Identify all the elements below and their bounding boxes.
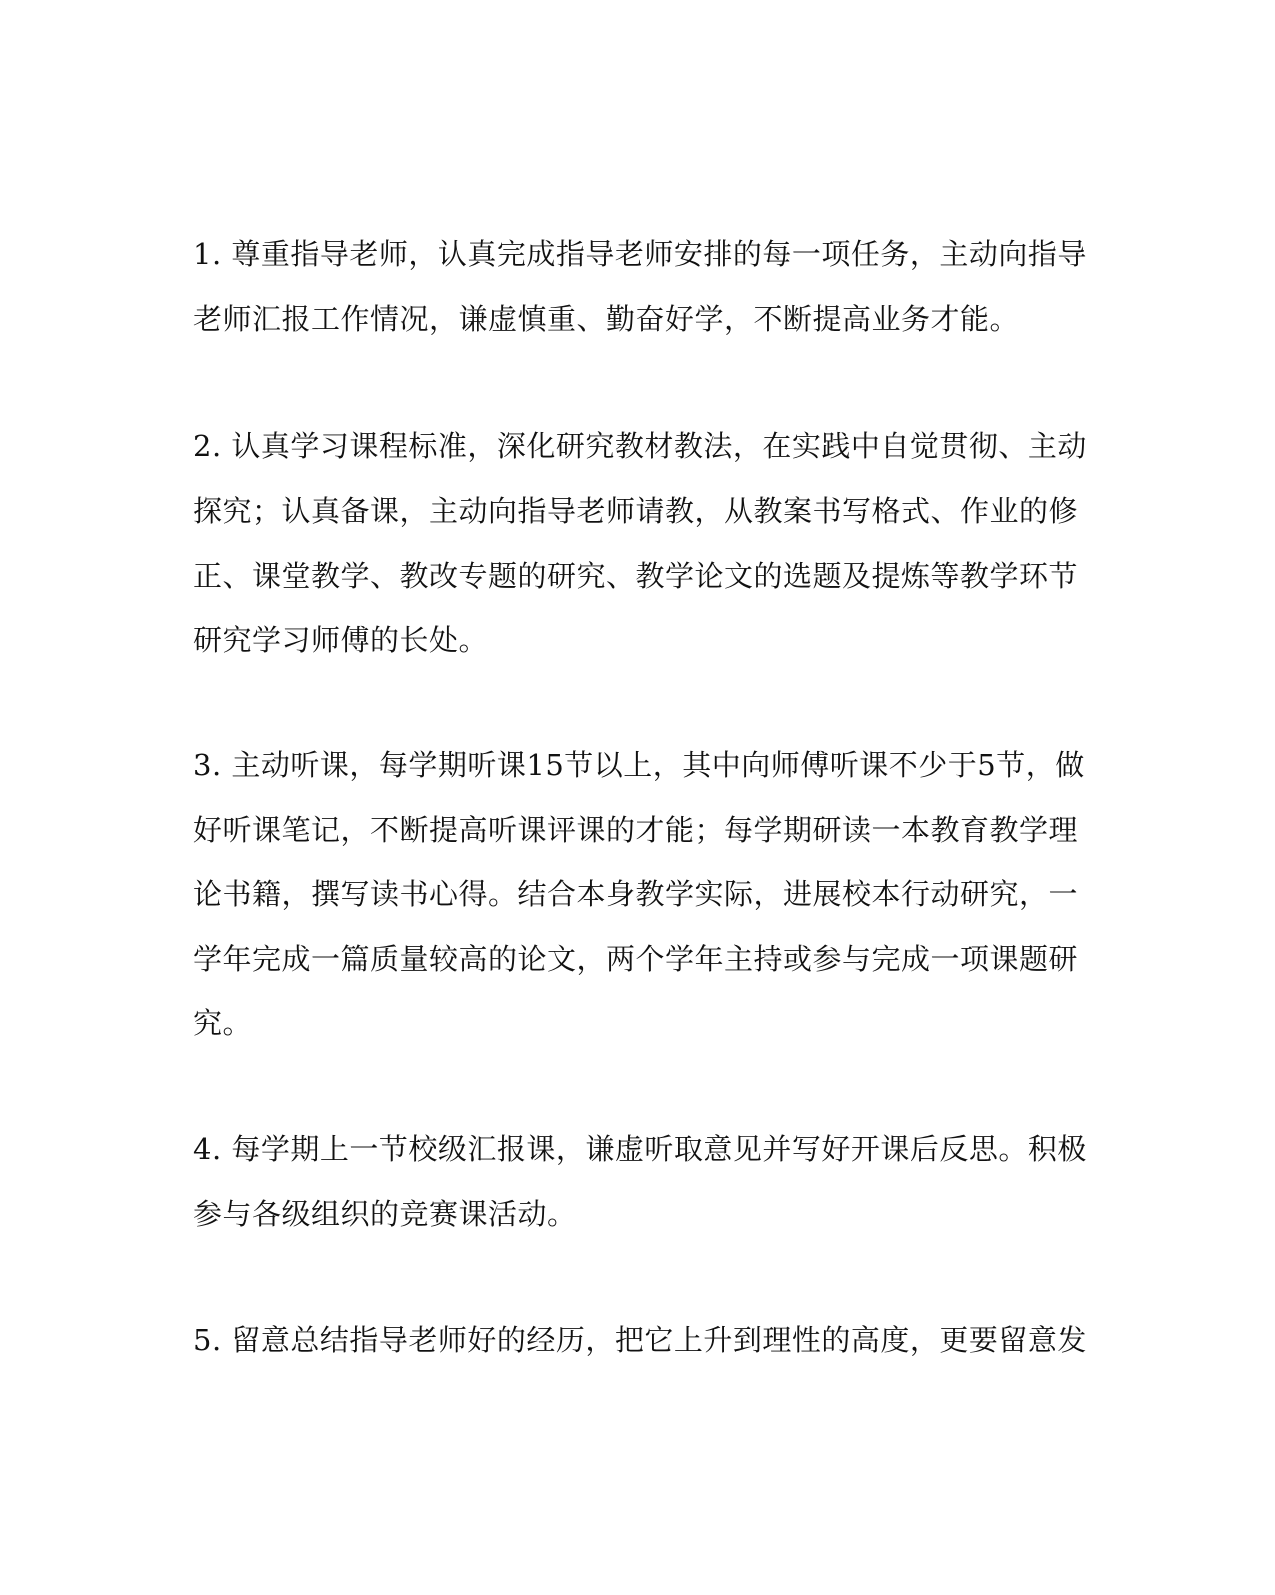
paragraph-1-line-1: 1. 尊重指导老师，认真完成指导老师安排的每一项任务，主动向指导: [193, 237, 1087, 271]
paragraph-2-line-4: 研究学习师傅的长处。: [193, 623, 489, 657]
paragraph-3-line-5: 究。: [193, 1006, 253, 1040]
paragraph-3-line-3: 论书籍，撰写读书心得。结合本身教学实际，进展校本行动研究，一: [193, 877, 1079, 911]
paragraph-1-line-2: 老师汇报工作情况，谦虚慎重、勤奋好学，不断提高业务才能。: [193, 302, 1020, 336]
paragraph-4-line-1: 4. 每学期上一节校级汇报课，谦虚听取意见并写好开课后反思。积极: [193, 1132, 1087, 1166]
paragraph-2-line-3: 正、课堂教学、教改专题的研究、教学论文的选题及提炼等教学环节: [193, 559, 1079, 593]
paragraph-3-line-4: 学年完成一篇质量较高的论文，两个学年主持或参与完成一项课题研: [193, 942, 1079, 976]
paragraph-3-line-1: 3. 主动听课，每学期听课15节以上，其中向师傅听课不少于5节，做: [193, 748, 1085, 782]
paragraph-4-line-2: 参与各级组织的竞赛课活动。: [193, 1197, 577, 1231]
paragraph-2-line-2: 探究；认真备课，主动向指导老师请教，从教案书写格式、作业的修: [193, 494, 1079, 528]
paragraph-5-line-1: 5. 留意总结指导老师好的经历，把它上升到理性的高度，更要留意发: [193, 1323, 1087, 1357]
paragraph-3-line-2: 好听课笔记，不断提高听课评课的才能；每学期研读一本教育教学理: [193, 813, 1079, 847]
paragraph-2-line-1: 2. 认真学习课程标准，深化研究教材教法，在实践中自觉贯彻、主动: [193, 429, 1087, 463]
